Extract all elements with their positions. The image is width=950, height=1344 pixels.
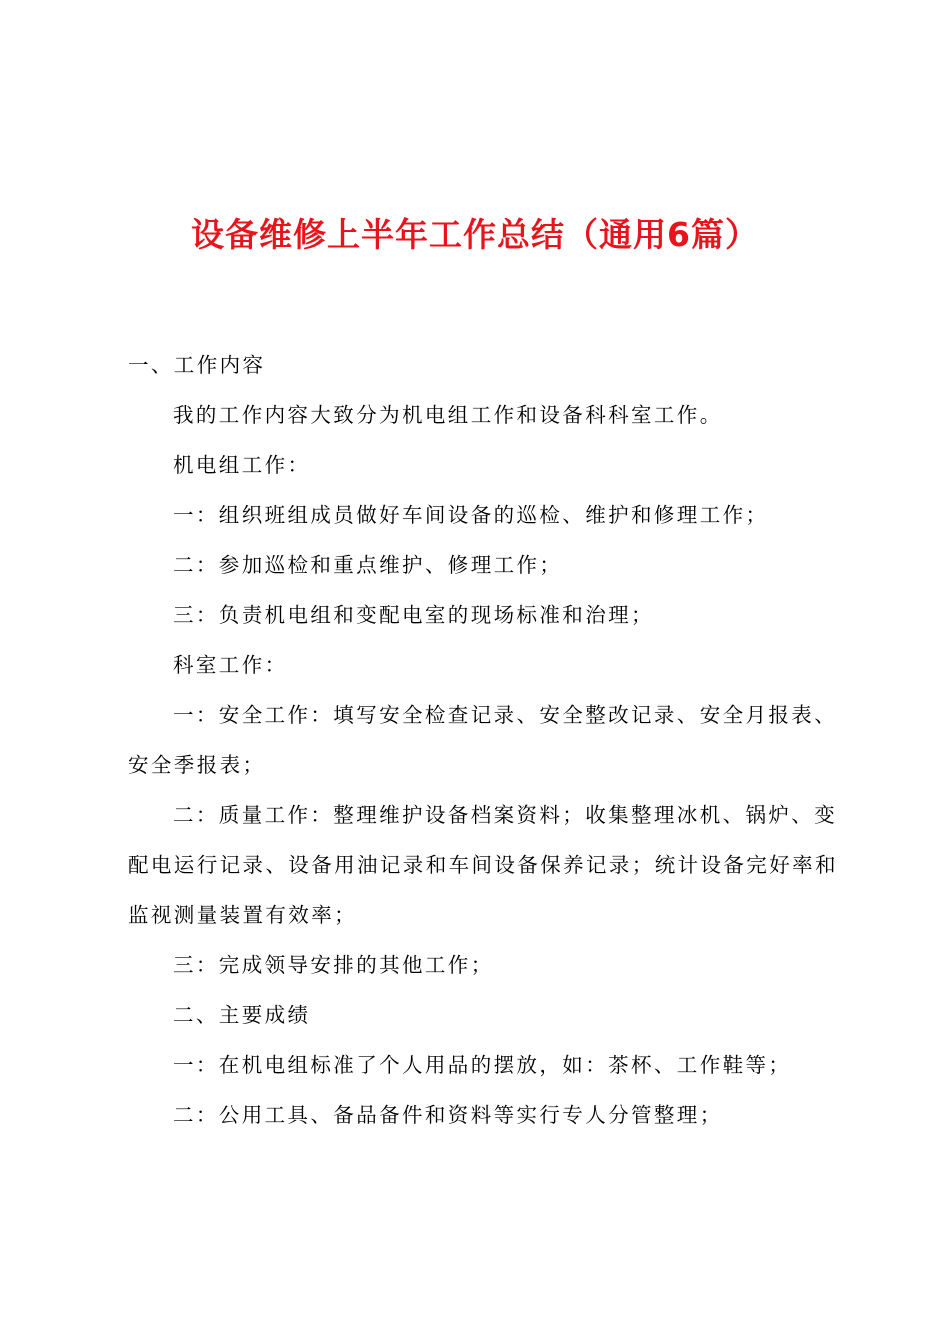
paragraph-line: 二：参加巡检和重点维护、修理工作； <box>173 553 563 577</box>
paragraph-line: 一：在机电组标准了个人用品的摆放，如：茶杯、工作鞋等； <box>173 1053 792 1077</box>
paragraph-line: 安全季报表； <box>128 753 266 777</box>
paragraph-line: 二：质量工作：整理维护设备档案资料；收集整理冰机、锅炉、变 <box>173 803 838 827</box>
paragraph-line: 一、工作内容 <box>128 353 266 377</box>
paragraph-line: 我的工作内容大致分为机电组工作和设备科科室工作。 <box>173 403 723 427</box>
paragraph-line: 一：组织班组成员做好车间设备的巡检、维护和修理工作； <box>173 503 769 527</box>
paragraph-line: 三：完成领导安排的其他工作； <box>173 953 494 977</box>
paragraph-line: 配电运行记录、设备用油记录和车间设备保养记录；统计设备完好率和 <box>128 853 838 877</box>
paragraph-line: 一：安全工作：填写安全检查记录、安全整改记录、安全月报表、 <box>173 703 838 727</box>
paragraph-line: 机电组工作： <box>173 453 311 477</box>
paragraph-line: 二、主要成绩 <box>173 1003 311 1027</box>
paragraph-line: 三：负责机电组和变配电室的现场标准和治理； <box>173 603 654 627</box>
document-body <box>128 340 838 1140</box>
paragraph-line: 科室工作： <box>173 653 288 677</box>
document-title: 设备维修上半年工作总结（通用6篇） <box>191 215 759 254</box>
paragraph-line: 二：公用工具、备品备件和资料等实行专人分管整理； <box>173 1103 723 1127</box>
paragraph-line: 监视测量装置有效率； <box>128 903 357 927</box>
